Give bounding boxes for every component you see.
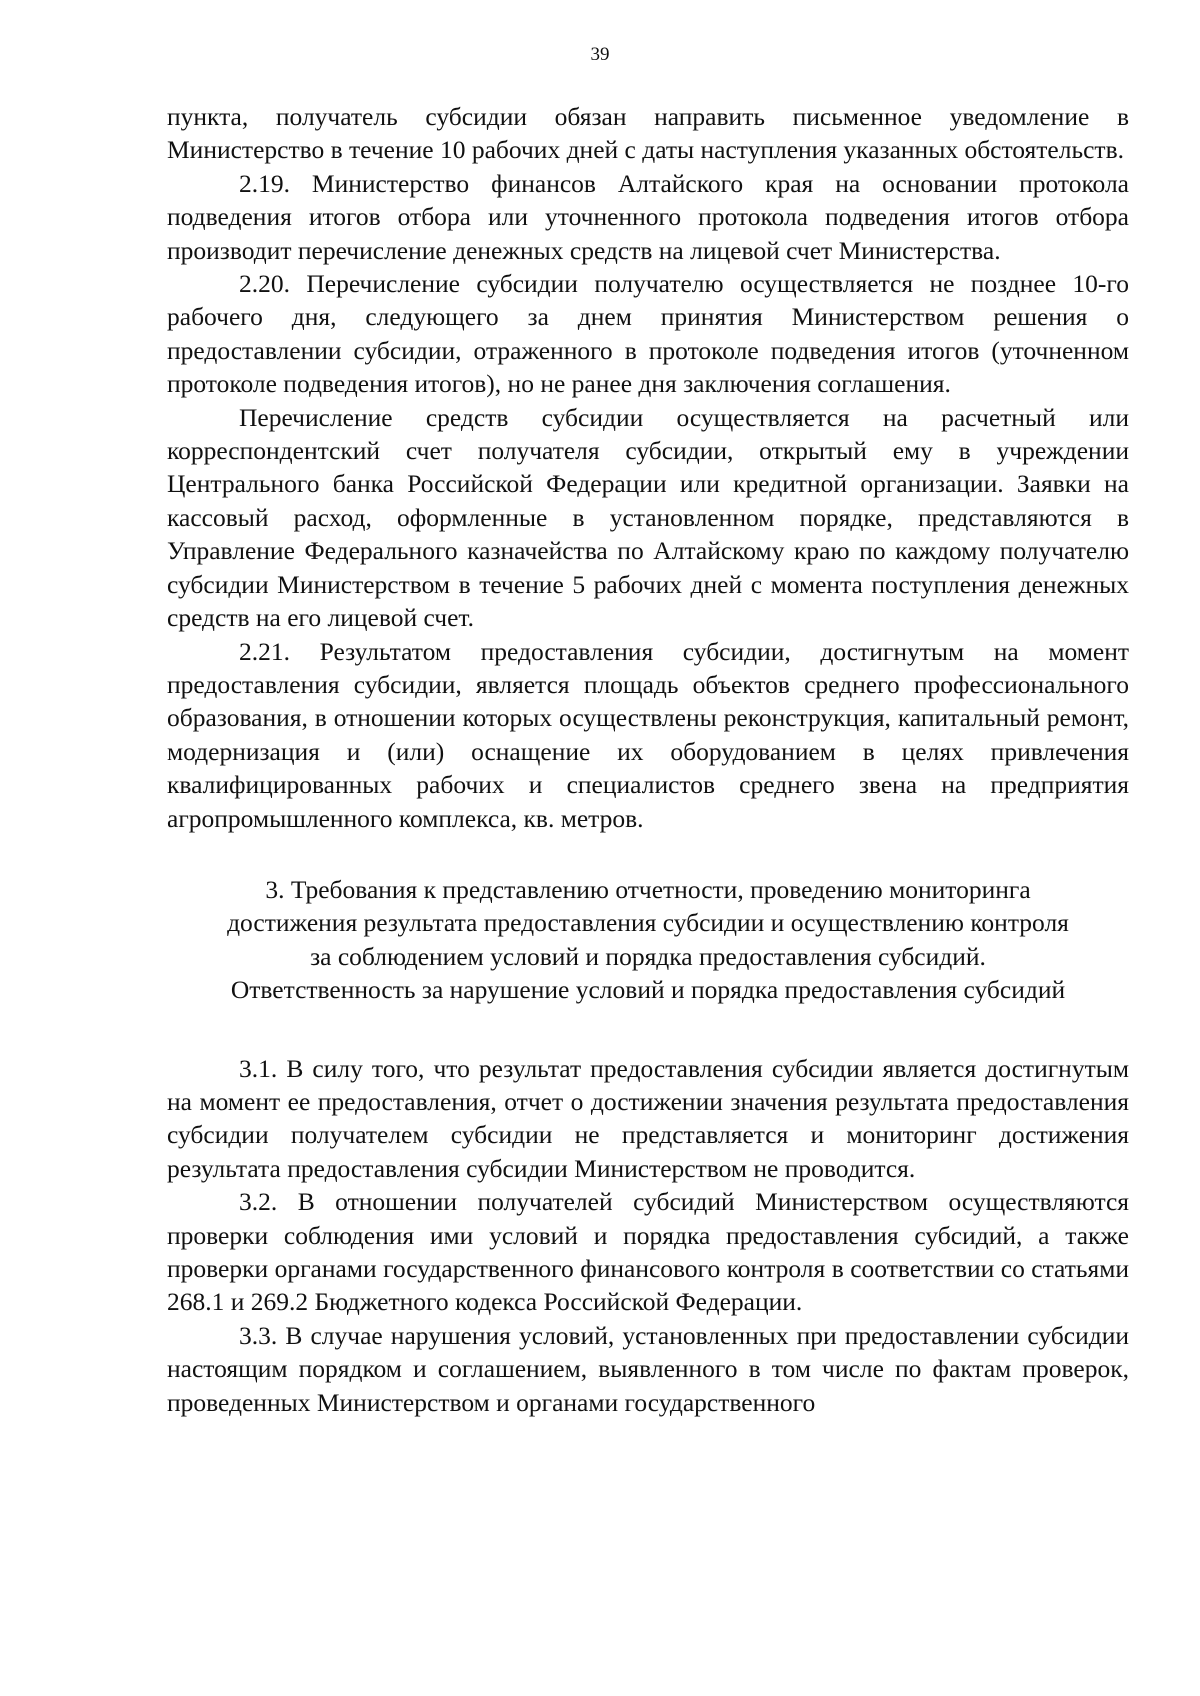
section-heading-line: Ответственность за нарушение условий и порядка предоставления субсидий bbox=[230, 975, 1066, 1005]
paragraph-3-2: 3.2. В отношении получателей субсидий Министерством осуществляются проверки соблюдения ими условий и порядка предоставления субсидий, а также проверки органами государственного финансового контроля в соответствии со статьями 268.1 и 269.2 Бюджетного кодекса Российской Федерации. bbox=[167, 1187, 1129, 1317]
section-heading bbox=[167, 873, 1129, 1007]
section-heading-line: 3. Требования к представлению отчетности, проведению мониторинга bbox=[265, 874, 1031, 904]
paragraph-2-19: 2.19. Министерство финансов Алтайского края на основании протокола подведения итогов отбора или уточненного протокола подведения итогов отбора производит перечисление денежных средств на лицевой счет Министерства. bbox=[167, 168, 1129, 265]
paragraph-2-20: 2.20. Перечисление субсидии получателю осуществляется не позднее 10-го рабочего дня, следующего за днем принятия Министерством решения о предоставлении субсидии, отраженного в протоколе подведения итогов (уточненном протоколе подведения итогов), но не ранее дня заключения соглашения. bbox=[167, 269, 1129, 399]
section-heading-line: за соблюдением условий и порядка предоставления субсидий. bbox=[310, 941, 986, 971]
paragraph-3-1: 3.1. В силу того, что результат предоставления субсидии является достигнутым на момент ее предоставления, отчет о достижении значения результата предоставления субсидии получателем субсидии не представляется и мониторинг достижения результата предоставления субсидии Министерством не проводится. bbox=[167, 1053, 1129, 1183]
heading-spacer bbox=[167, 1007, 1129, 1052]
paragraph-continuation: пункта, получатель субсидии обязан направить письменное уведомление в Министерство в течение 10 рабочих дней с даты наступления указанных обстоятельств. bbox=[167, 102, 1129, 165]
page-number: 39 bbox=[590, 44, 610, 65]
section-heading-line: достижения результата предоставления субсидии и осуществлению контроля bbox=[227, 908, 1069, 938]
document-body bbox=[167, 100, 1129, 1419]
paragraph-3-3: 3.3. В случае нарушения условий, установленных при предоставлении субсидии настоящим порядком и соглашением, выявленного в том числе по фактам проверок, проведенных Министерством и органами государственного bbox=[167, 1320, 1129, 1417]
paragraph-2-21: 2.21. Результатом предоставления субсидии, достигнутым на момент предоставления субсидии, является площадь объектов среднего профессионального образования, в отношении которых осуществлены реконструкция, капитальный ремонт, модернизация и (или) оснащение их оборудованием в целях привлечения квалифицированных рабочих и специалистов среднего звена на предприятия агропромышленного комплекса, кв. метров. bbox=[167, 636, 1129, 833]
paragraph-transfer-funds: Перечисление средств субсидии осуществляется на расчетный или корреспондентский счет получателя субсидии, открытый ему в учреждении Центрального банка Российской Федерации или кредитной организации. Заявки на кассовый расход, оформленные в установленном порядке, представляются в Управление Федерального казначейства по Алтайскому краю по каждому получателю субсидии Министерством в течение 5 рабочих дней с момента поступления денежных средств на его лицевой счет. bbox=[167, 402, 1129, 633]
